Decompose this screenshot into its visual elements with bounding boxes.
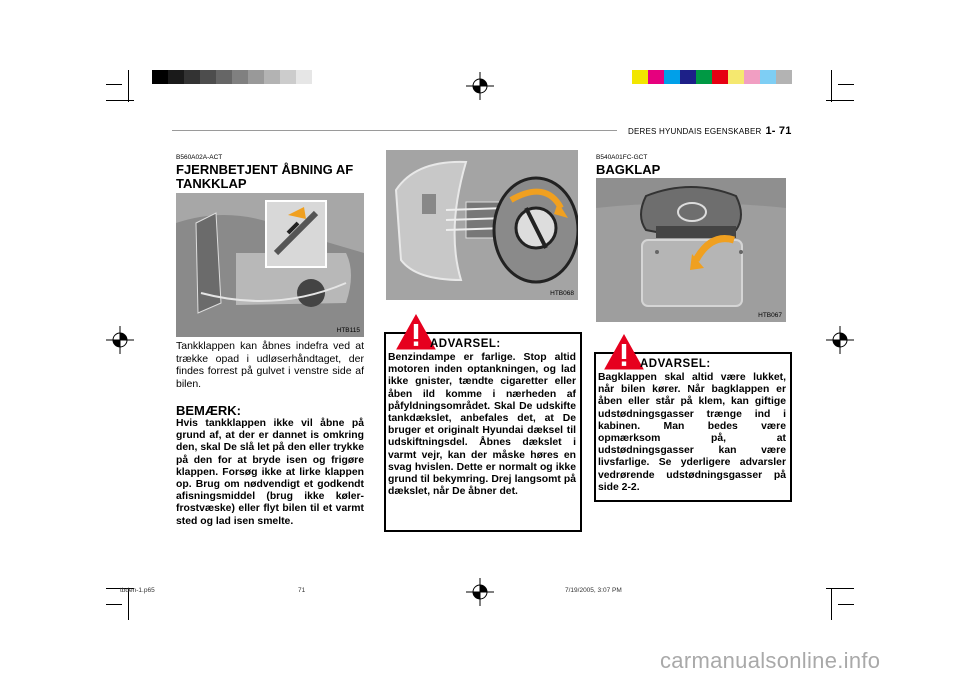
gray-swatch (168, 70, 184, 84)
color-swatch (696, 70, 712, 84)
gray-swatch (296, 70, 312, 84)
color-calibration-bar (632, 70, 792, 84)
photo-ref-htb067: HTB067 (758, 312, 782, 319)
color-swatch (664, 70, 680, 84)
photo-ref-htb068: HTB068 (550, 290, 574, 297)
tailgate-warning-box (594, 352, 792, 502)
fuel-cap-photo (386, 150, 578, 300)
color-swatch (712, 70, 728, 84)
warning-text-tailgate: Bagklappen skal altid være lukket, når bilen kører. Når bagklappen er åben eller står på klem, kan giftige udstødningsgasser trænge ind i kabinen. Man bedes være opmærksom på, at udstødningsgasser kan være livsfarlige. Se yderligere advarsler vedrørende udstødningsgasser på side 2-2. (598, 372, 786, 493)
section-title-fuel-door: FJERNBETJENT ÅBNING AF TANKKLAP (176, 162, 354, 191)
color-swatch (744, 70, 760, 84)
registration-mark-bottom (466, 578, 494, 606)
warning-text-fuel: Benzindampe er farlige. Stop altid motoren inden optankningen, og lad ikke gnister, tændte cigaretter eller åben ild komme i nærheden af påfyldningsområdet. Skal De udskifte tankdækslet, anbefales det, at De bruger et originalt Hyundai dæksel til udskiftningsdel. Åbnes dækslet i varmt vejr, kan der måske høres en svag hvislen. Dette er normalt og ikke grund til bekymring. Drej langsomt på dækslet, når De åbner det. (388, 352, 576, 498)
page-number: 1- 71 (765, 125, 792, 137)
section-code: B560A02A-ACT (176, 154, 223, 161)
gray-swatch (280, 70, 296, 84)
gray-swatch (184, 70, 200, 84)
note-text: Hvis tankklappen ikke vil åbne på grund af, at der er dannet is omkring den, skal De slå let på den eller trykke på den for at bryde isen og frigøre klappen. Forsøg ikke at lirke klappen op. Brug om nødvendigt et godkendt afisningsmiddel (brug ikke køler-frostvæske) eller flyt bilen til et varmt sted og lad isen smelte. (176, 418, 364, 527)
watermark-text: carmanualsonline.info (660, 648, 881, 673)
gray-swatch (216, 70, 232, 84)
section-code-tailgate: B540A01FC-GCT (596, 154, 648, 161)
section-title: DERES HYUNDAIS EGENSKABER (628, 127, 762, 136)
warning-title-fuel: ADVARSEL: (430, 338, 501, 350)
registration-mark-top (466, 72, 494, 100)
color-swatch (632, 70, 648, 84)
fuel-door-paragraph: Tankklappen kan åbnes indefra ved at trække opad i udløserhåndtaget, der findes forrest på gulvet i venstre side af bilen. (176, 340, 364, 390)
color-swatch (760, 70, 776, 84)
color-swatch (648, 70, 664, 84)
fuel-door-release-photo (176, 193, 364, 337)
gray-swatch (232, 70, 248, 84)
gray-swatch (152, 70, 168, 84)
page-header (628, 125, 792, 137)
note-title: BEMÆRK: (176, 403, 241, 418)
footer-datetime: 7/19/2005, 3:07 PM (565, 587, 622, 594)
section-title-tailgate: BAGKLAP (596, 162, 661, 177)
gray-swatch (200, 70, 216, 84)
footer-filename: tbden-1.p65 (120, 587, 155, 594)
color-swatch (680, 70, 696, 84)
registration-mark-right (826, 326, 854, 354)
color-swatch (728, 70, 744, 84)
registration-mark-left (106, 326, 134, 354)
warning-icon (604, 334, 644, 370)
header-rule (172, 130, 617, 131)
grayscale-calibration-bar (152, 70, 312, 84)
warning-title-tailgate: ADVARSEL: (640, 358, 711, 370)
gray-swatch (248, 70, 264, 84)
gray-swatch (264, 70, 280, 84)
color-swatch (776, 70, 792, 84)
fuel-warning-box (384, 332, 582, 532)
tailgate-photo (596, 178, 786, 322)
footer-page: 71 (298, 587, 306, 594)
photo-ref-htb115: HTB115 (336, 327, 360, 334)
